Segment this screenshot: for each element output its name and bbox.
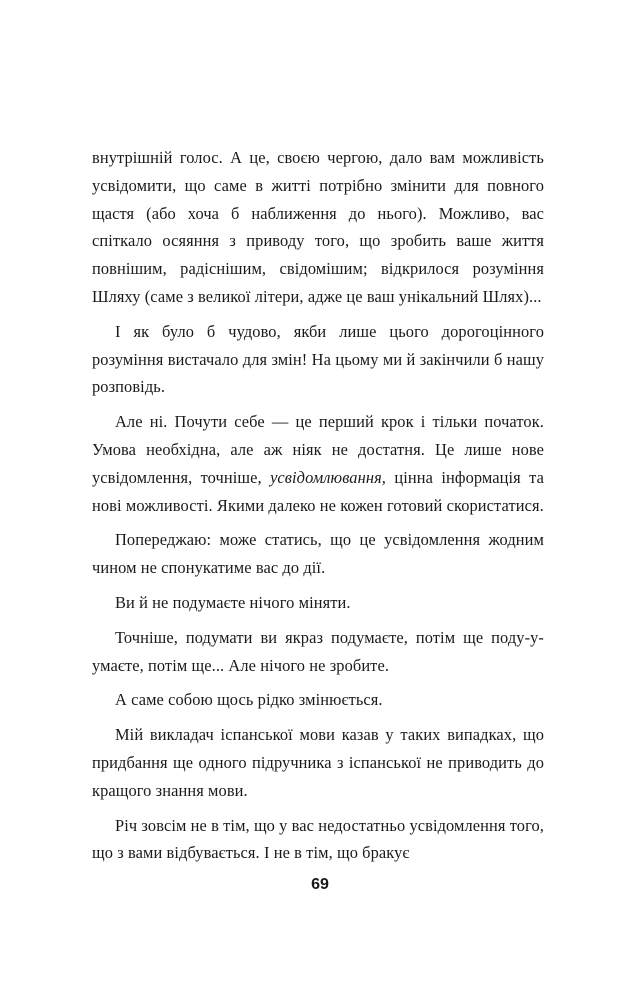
paragraph-1: внутрішній голос. А це, своєю чергою, дало вам можливість усвідомити, що саме в житті потрібно змінити для повного щастя (або хоча б наближення до нього). Можливо, вас спіткало осяяння з приводу того, що зробить ваше життя повнішим, радіснішим, свідомішим; відкрилося розуміння Шляху (саме з великої літери, адже це ваш унікальний Шлях)...	[92, 148, 544, 306]
paragraph-7: А саме собою щось рідко змінюється.	[115, 690, 383, 710]
page-number: 69	[311, 876, 329, 893]
paragraph-9: Річ зовсім не в тім, що у вас недостатньо усвідомлення того, що з вами відбувається. І не в тім, що бракує	[92, 815, 544, 863]
paragraph-8: Мій викладач іспанської мови казав у таких випадках, що придбання ще одного підручника з іспанської не приводить до кращого знання мови.	[92, 725, 544, 800]
paragraph-5: Ви й не подумаєте нічого міняти.	[115, 592, 351, 612]
paragraph-3	[92, 408, 544, 519]
paragraph-3-emphasis: усвідомлювання	[270, 467, 382, 487]
paragraph-3-after: , цінна інформація та нові можливості. Якими далеко не кожен готовий скористатися.	[92, 467, 544, 515]
paragraph-3-before: Але ні. Почути себе — це перший крок і тільки початок. Умова необхідна, але аж ніяк не достатня. Це лише нове усвідомлення, точніше,	[92, 412, 544, 487]
paragraph-2: І як було б чудово, якби лише цього дорогоцінного розуміння вистачало для змін! На цьому ми й закінчили б нашу розповідь.	[92, 321, 544, 397]
body-text	[92, 144, 544, 867]
paragraph-6: Точніше, подумати ви якраз подумаєте, потім ще поду-у-умаєте, потім ще... Але нічого не зробите.	[92, 627, 544, 675]
paragraph-4: Попереджаю: може статись, що це усвідомлення жодним чином не спонукатиме вас до дії.	[92, 530, 544, 578]
